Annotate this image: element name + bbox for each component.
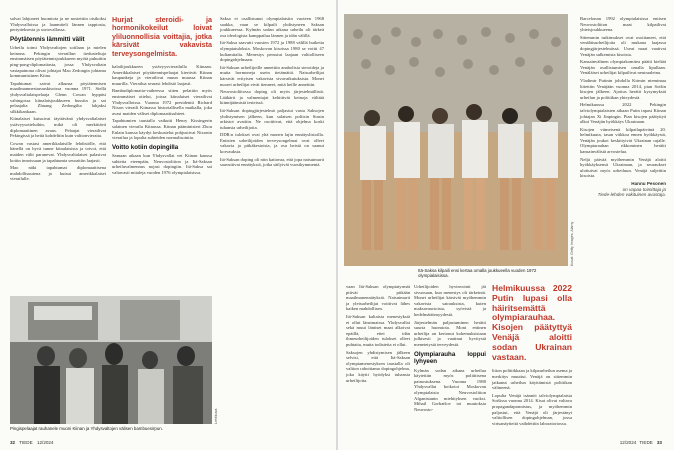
paragraph: Helmikuussa 2022 Pekingin talviolympialaisten aikaan Putin tapasi Kiinan johtajan Xi Jinpingin. Pian kisojen päätyttyä alkoi Venäjän hyökkäys Ukrainaan. bbox=[580, 102, 666, 125]
paragraph: liiton politiikkaan ja kilpaurheilun asema ja merkitys muuttui. Venäjä on sittemmin jatkanut urheilun käyttämistä politiikan välineenä. bbox=[492, 368, 572, 391]
paragraph: Itä-Saksan dopingjärjestelmä paljastui vasta Saksojen yhdistymisen jälkeen, kun salaisen poliisin Stasin arkistot avattiin. Ne osoittivat, että ohjelma koski tuhansia urheilijoita. bbox=[220, 107, 324, 130]
paragraph: Itä-Saksa saavutti vuosien 1972 ja 1988 välillä huikeita olympiatuloksia. Moskovan kisoissa 1980 se voitti 47 kultamitalia. Menestys perustui laajaan valtiolliseen dopingohjelmaan. bbox=[220, 40, 324, 63]
paragraph: Lopulta Venäjä isännöi talviolympialaisia Sotšissa vuonna 2014. Kisat olivat valtava propagandaponnistus, ja myöhemmin paljastui, että Venäjä oli järjestänyt valtiollisen dopingohjelman, jossa virtsanäytteitä vaihdettiin laboratoriossa. bbox=[492, 392, 572, 426]
paragraph: Cowan vastasi amerikkalaisille lehdistölle, että hänellä on hyvä tunne kiinalaisista ja toivoi, että maiden välit paranevat. Yhdysvaltalaiset palasivat kotiin innoissaan ja tapahtumia seurattiin laajasti. bbox=[10, 140, 106, 163]
paragraph: Barcelonan 1992 olympialaisissa entisen Neuvostoliiton maat kilpailivat yhteisjoukkueena. bbox=[580, 16, 666, 33]
photo-illustration bbox=[344, 14, 568, 266]
paragraph: Urheilijoiden hyvinvointi jäi sivuosaan, kun menestys oli tärkeintä. Monet urheilijat kärsivät myöhemmin vakavista sairauksista, kuten maksavaurioista, syövistä ja hedelmättömyydestä. bbox=[414, 284, 486, 317]
paragraph: Itä-Saksan doping oli niin kattavaa, että jopa naisuimarit saavuttivat ennätyksiä, jotka säilyivät vuosikymmeniä. bbox=[220, 156, 324, 168]
paragraph: Kylmän sodan aikana urheilua käytettiin myös poliittisena painostuksena. Vuonna 1980 Yhdysvallat boikotoi Moskovan olympialaisia Neuvostoliiton Afganistanin miehityksen vuoksi. Mihail Gorbatšov toi muutoksia Neuvosto- bbox=[414, 367, 486, 412]
paragraph: Itä-Saksan urheilijoille annettiin anabolisia steroideja ja muita hormoneja usein tietämättä. Naisurheilijat kärsivät erityisen vakavista sivuvaikutuksista. Monet nuoret urheilijat eivät tienneet, mitä heille annettiin. bbox=[220, 64, 324, 87]
paragraph: Saksa ei osallistunut olympialaisiin vuoteen 1968 saakka, vaan se kilpaili yhdistyneen Saksan joukkueessa. Kylmän sodan aikana urheilu oli tärkeä osa ideologista kamppailua lännen ja idän välillä. bbox=[220, 16, 324, 38]
paragraph: Urheilu toimi Yhdysvaltojen sotilaan ja mielen keinona. Pekingin vieraillun tiedusteltuja ensimmäisen pöytätennisjoukkueen myötä puhuttiin ping-pong-diplomatiasta, jossa Yhdysvaltain vastapainona olivat johtajat Mao Zedongin johtama kommunistinen Kiina. bbox=[10, 45, 106, 79]
subheading: Voitto kotiin dopingilla bbox=[112, 143, 179, 151]
magazine-name: TIEDE bbox=[639, 440, 653, 445]
paragraph: Samaan aikaan kun Yhdysvallat vei Kiinan kanssa suhteita eteenpäin, Neuvostoliiton ja Itä-Saksan urheiluvalmennus nojasi dopingiin. Itä-Saksa sai valtavasti mitaleja vuoden 1976 olympialaisissa. bbox=[112, 153, 212, 176]
paragraph: Itä-Saksan kaltaisia menestyksiä ei ollut länsimaissa. Yhdysvallat sekä muut läntiset maat alkoivat epäillä, ettei idän ihmeurheilijoiden tulokset olleet puhtaita, mutta todisteita ei ollut. bbox=[346, 313, 410, 347]
paragraph: DDR:n tulokset ovat yhä monen lajin ennätyslistoilla. Entisten urheilijoiden terveysongelmat ovat olleet vakavia ja pitkäkestoisia, ja osa heistä on saanut korvauksia. bbox=[220, 132, 324, 155]
right-column-3 bbox=[492, 284, 572, 428]
right-folio bbox=[620, 440, 666, 445]
paragraph: Neljä päivää myöhemmin Venäjä aloitti hyökkäyksensä Ukrainaan, ja seuraukset ulottuivat myös urheiluun. Venäjä suljettiin kisoista. bbox=[580, 156, 666, 179]
paragraph: Tapahtumat saivat alkunsa pöytätennisen maailmanmestaruuskisoissa vuonna 1971. Siellä yhdysvaltalaispelaaja Glenn Cowan hyppäsi vahingossa kiinalaisjoukkueen bussiin ja sai pelaajalta Zhuang Zedongilta lahjaksi silkkikankaan. bbox=[10, 80, 106, 114]
paragraph: Vladimir Putinin johdolla Krimin niemimaa liitettiin Venäjään vuonna 2014, pian Sotšin kisojen jälkeen. Ajoitus herätti kysymyksiä urheilun ja politiikan yhteydestä. bbox=[580, 77, 666, 100]
ping-pong-players-photo bbox=[10, 296, 212, 424]
author-signature bbox=[580, 181, 666, 198]
right-column-4 bbox=[580, 16, 666, 198]
left-column-3 bbox=[220, 16, 324, 170]
photo-illustration bbox=[10, 296, 212, 424]
paragraph: Bambudiplomatia-vaiheessa sitten pelattiin myös ensimmäiset ottelut, joissa kiinalaiset vierailivat Yhdysvalloissa. Vuonna 1972 presidentti Richard Nixon vieraili Kiinassa historiallisella matkalla, joka avasi maiden väliset diplomaattisuhteet. bbox=[112, 88, 212, 116]
photo-credit: Kuvat: Getty Images, Alamy bbox=[570, 221, 574, 266]
ping-pong-photo-caption: Pingispelaajat rauhanele muoni Kiinan ja Yhdysvaltojen välisen bambuesirpun. bbox=[10, 426, 163, 431]
paragraph: salvat lahjoneet huomiota ja ne nostettiin otsikoksi Yhdysvalloissa ja laanmiteli lännen tappiosta, periytteksesta ja sortovallassa. bbox=[10, 16, 106, 33]
left-page bbox=[0, 0, 336, 450]
issue: 12/2024 bbox=[36, 440, 54, 445]
paragraph: Järjestelmän paljastuminen herätti suurta huomiota. Moni entinen urheilija on kertonut kokemuksistaan julkisesti ja vaatinut hyvitystä menetetystä terveydestä. bbox=[414, 319, 486, 347]
paragraph: Neuvostoliitossa doping oli myös järjestelmällistä. Lääkärit ja valmentajat kehittivät keinoja välttää kiinnijäämistä testeissä. bbox=[220, 89, 324, 106]
paragraph: kalailijoukkueen ystävyysvierailulla Kiinaan. Amerikkalaiset pöytätennispelaajat kiertivät Kiinan kaupunkeja ja vierailivat muun muassa Kiinan muurilla. Vierailua seurasi lehdistö laajasti. bbox=[112, 64, 212, 86]
paragraph: Kansainvälinen olympiakomitea päätti kieltää Venäjän osallistumisen omalla lipullaan. Venäläiset urheilijat kilpailivat neutraaleina. bbox=[580, 59, 666, 76]
subheading: Pöytätennis lämmitti välit bbox=[10, 35, 85, 43]
paragraph: Saksojen yhdistymisen jälkeen selvisi, että Itä-Saksan olympiamenestyksen taustalla oli valtion rahoittama dopingohjelma, joka käytti hyödyksi tuhansia urheilijoita. bbox=[346, 349, 410, 383]
paragraph: Kiinalaiset kutsuivat täyttävänä yhdysvaltalaiset ystävyysotteluihin, mikä oli merkittävä diplomaattinen avaus. Pelaajat vierailivat Pekingissä ja heitä kohdeltiin kuin valtionvieraita. bbox=[10, 116, 106, 139]
pull-quote: Helmikuussa 2022 Putin lupasi olla häiritsemättä olympiarauhaa. Kisojen päätyttyä Venäjä aloitti sodan Ukrainan vastaan. bbox=[492, 283, 572, 362]
author-role: on vapaa toimittaja ja bbox=[622, 186, 666, 192]
paragraph: vaan Itä-Saksan olympiatyrmät pitivät pitkään maailmanennätyksiä. Naisuimarit ja yleisurheilijat voittivat lähes kaiken mahdollisen. bbox=[346, 284, 410, 312]
olympic-team-photo bbox=[344, 14, 568, 266]
left-column-2 bbox=[112, 16, 212, 178]
right-column-1 bbox=[346, 284, 410, 385]
page-number: 33 bbox=[656, 440, 662, 445]
page-number: 32 bbox=[10, 440, 16, 445]
subheading: Olympiarauha loppui lyhyeen bbox=[414, 350, 486, 366]
magazine-name: TIEDE bbox=[19, 440, 33, 445]
photo-credit: Lehtikuva bbox=[214, 408, 218, 424]
author-name: Hannu Pesonen bbox=[631, 181, 666, 187]
paragraph: Kisojen viimeisenä kilpailupäivänä 20. helmikuuta, tasan viikkoa ennen hyökkäystä, Venäjän joukot keskittyivät Ukrainan rajalle. Olympiarauhan rikkominen herätti kansainvälistä arvostelua. bbox=[580, 126, 666, 155]
right-page bbox=[338, 0, 674, 450]
olympic-photo-caption: Itä-Saksa kilpaili ensi kertaa omalla joukkueella vuoden 1972 olympialaisissa. bbox=[418, 268, 537, 279]
paragraph: Mao näki tapahtumat diplomaattisena mahdollisuutena ja kutsui amerikkalaiset vierailulle. bbox=[10, 165, 106, 182]
author-role: Tiede-lehden vakituinen avustaja. bbox=[597, 192, 666, 198]
paragraph: Sittemmin tutkimukset ovat osoittaneet, että venäläisurheilijoita oli mukana laajassa dopingjärjestelmässä. Useat maat vaativat Venäjän sulkemista kisoista. bbox=[580, 34, 666, 57]
right-column-2 bbox=[414, 284, 486, 414]
left-folio bbox=[10, 440, 54, 445]
pull-quote: Hurjat steroidi- ja hormonikokeilut loivat yliluonnollisia voittajia, jotka kärsivät vakavista terveysongelmista. bbox=[112, 15, 212, 58]
issue: 12/2024 bbox=[619, 440, 637, 445]
left-column-1 bbox=[10, 16, 106, 184]
paragraph: Tapahtumien taustalla vaikutti Henry Kissingerin salainen vierailu Kiinassa. Kiinan pääministeri Zhou Enlain kanssa käydyt keskustelut pohjustivat Nixonin vierailua ja lopulta suhteiden normalisointia. bbox=[112, 118, 212, 141]
